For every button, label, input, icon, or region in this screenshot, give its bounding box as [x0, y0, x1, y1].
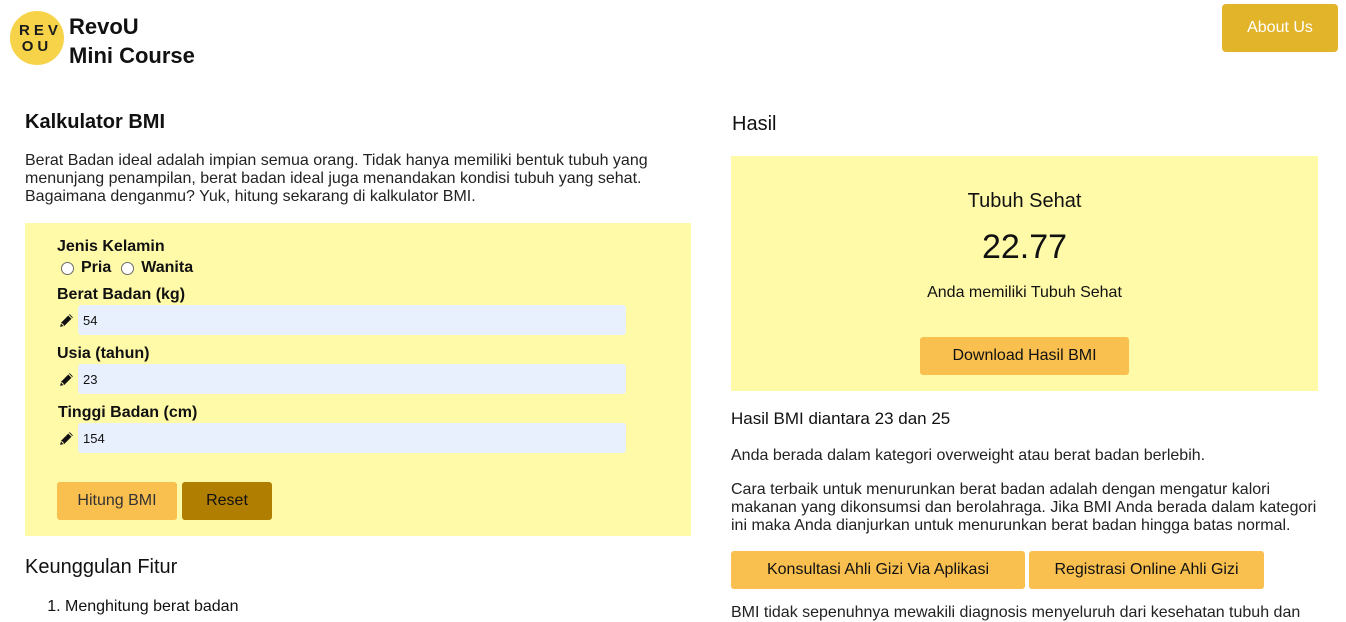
gender-option-label: Wanita — [141, 259, 194, 276]
gender-option-pria[interactable] — [61, 259, 111, 277]
download-result-button[interactable]: Download Hasil BMI — [920, 337, 1129, 375]
height-field-row — [56, 423, 626, 453]
bmi-category-text: Anda berada dalam kategori overweight atau berat badan berlebih. — [731, 447, 1206, 464]
age-input[interactable]: 23 — [78, 364, 626, 394]
logo-line-2: OU — [21, 38, 53, 55]
reset-button[interactable]: Reset — [182, 482, 272, 520]
calculator-title: Kalkulator BMI — [25, 111, 166, 133]
bmi-range-text: Hasil BMI diantara 23 dan 25 — [731, 409, 951, 428]
height-label: Tinggi Badan (cm) — [58, 404, 198, 421]
bmi-value: 22.77 — [981, 228, 1068, 266]
gender-options — [61, 259, 203, 277]
weight-label: Berat Badan (kg) — [57, 286, 186, 303]
age-label: Usia (tahun) — [57, 345, 150, 362]
pencil-icon — [56, 428, 76, 448]
consult-nutritionist-button[interactable]: Konsultasi Ahli Gizi Via Aplikasi — [731, 551, 1025, 589]
radio-pria[interactable] — [61, 262, 74, 275]
pencil-icon — [56, 369, 76, 389]
logo-line-1: REV — [19, 22, 62, 39]
register-nutritionist-button[interactable]: Registrasi Online Ahli Gizi — [1029, 551, 1264, 589]
gender-option-wanita[interactable] — [121, 259, 193, 277]
gender-option-label: Pria — [81, 259, 112, 276]
brand-line-1: RevoU — [69, 14, 139, 39]
features-title: Keunggulan Fitur — [25, 556, 178, 578]
about-us-button[interactable]: About Us — [1222, 4, 1338, 52]
pencil-icon — [56, 310, 76, 330]
calculator-description: Berat Badan ideal adalah impian semua orang. Tidak hanya memiliki bentuk tubuh yang menunjang penampilan, berat badan ideal juga menandakan kondisi tubuh yang sehat. Bagaimana denganmu? Yuk, hitung sekarang di kalkulator BMI. — [25, 152, 648, 205]
header — [0, 0, 1346, 80]
bmi-form — [25, 223, 691, 536]
calculate-bmi-button[interactable]: Hitung BMI — [57, 482, 177, 520]
weight-input[interactable]: 54 — [78, 305, 626, 335]
features-list — [25, 598, 238, 616]
height-input[interactable]: 154 — [78, 423, 626, 453]
age-field-row — [56, 364, 626, 394]
bmi-disclaimer: BMI tidak sepenuhnya mewakili diagnosis menyeluruh dari kesehatan tubuh dan — [731, 604, 1301, 621]
brand-name — [69, 12, 195, 70]
result-panel — [731, 156, 1318, 391]
brand-line-2: Mini Course — [69, 43, 195, 68]
radio-wanita[interactable] — [121, 262, 134, 275]
logo[interactable] — [10, 11, 64, 65]
weight-field-row — [56, 305, 626, 335]
list-item: 1. Menghitung berat badan — [65, 598, 238, 616]
result-status: Tubuh Sehat — [967, 190, 1082, 212]
bmi-advice-text: Cara terbaik untuk menurunkan berat badan adalah dengan mengatur kalori makanan yang dikonsumsi dan berolahraga. Jika BMI Anda berada dalam kategori ini maka Anda dianjurkan untuk menurunkan berat badan hingga batas normal. — [731, 481, 1317, 534]
result-title: Hasil — [732, 113, 777, 135]
gender-label: Jenis Kelamin — [57, 238, 165, 255]
result-message: Anda memiliki Tubuh Sehat — [927, 284, 1122, 301]
